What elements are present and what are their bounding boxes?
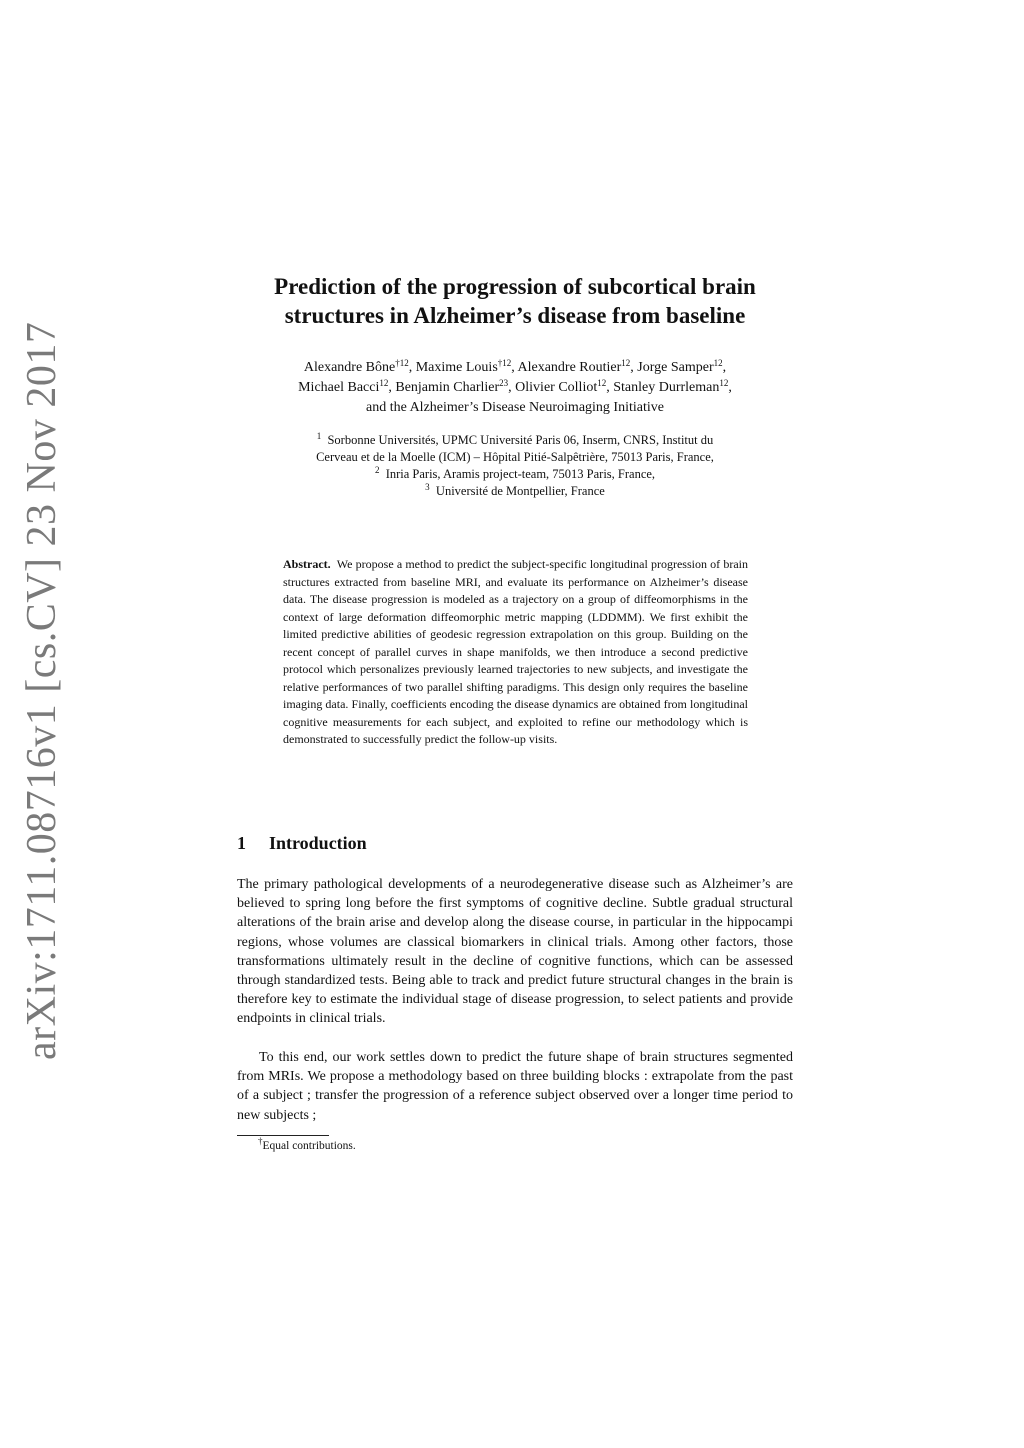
affiliations: [180, 432, 850, 500]
footnote-divider: [237, 1135, 329, 1136]
author-affil-mark: 23: [499, 378, 509, 388]
affiliation-line-3: $^2$ Inria Paris, Aramis project-team, 75013 Paris, France,: [374, 465, 656, 481]
title-line-1: Prediction of the progression of subcortical brain: [274, 274, 756, 299]
author-list: [180, 358, 850, 418]
author-name: Alexandre Routier: [517, 360, 622, 375]
affiliation-number: 2: [374, 465, 380, 475]
author-affil-mark: 12: [379, 378, 389, 388]
author-line-2: Michael Bacci$^{12}$, Benjamin Charlier$^{23}$, Olivier Colliot$^{12}$, Stanley Durrleman$^{12}$,: [298, 378, 732, 395]
author-name: Michael Bacci: [298, 380, 380, 395]
intro-paragraph-1: The primary pathological developments of a neurodegenerative disease such as Alzheimer’s are believed to spring long before the first symptoms of cognitive decline. Subtle gradual structural alterations of the brain arise and develop along the disease course, in particular in the hippocampi regions, whose volumes are classical biomarkers in clinical trials. Among other factors, those transformations ultimately result in the decline of cognitive functions, which can be assessed through standardized tests. Being able to track and predict future structural changes in the brain is therefore key to estimate the individual stage of disease progression, to select patients and provide endpoints in clinical trials.: [237, 877, 793, 1027]
author-name: Stanley Durrleman: [613, 380, 720, 395]
abstract-text: We propose a method to predict the subject-specific longitudinal progression of brain structures extracted from baseline MRI, and evaluate its performance on Alzheimer’s disease data. The disease progression is modeled as a trajectory on a group of diffeomorphisms in the context of large deformation diffeomorphic metric mapping (LDDMM). We first exhibit the limited predictive abilities of geodesic regression extrapolation on this group. Building on the recent concept of parallel curves in shape manifolds, we then introduce a second predictive protocol which personalizes previously learned trajectories to new subjects, and investigate the relative performances of two parallel shifting paradigms. This design only requires the baseline imaging data. Finally, coefficients encoding the disease dynamics are obtained from longitudinal cognitive measurements for each subject, and exploited to refine our methodology which is demonstrated to successfully predict the follow-up visits.: [283, 557, 748, 746]
author-affil-mark: †12: [395, 358, 409, 368]
section-title-text: Introduction: [269, 833, 367, 853]
author-affil-mark: 12: [719, 378, 729, 388]
section-heading: [237, 833, 367, 854]
affiliation-number: 1: [316, 431, 322, 441]
author-affil-mark: 12: [621, 358, 631, 368]
footnote: [258, 1136, 356, 1152]
author-affil-mark: 12: [597, 378, 607, 388]
author-line-1: Alexandre Bône$^{\dagger 12}$, Maxime Louis$^{\dagger 12}$, Alexandre Routier$^{12}$, Jorge Samper$^{12}$,: [303, 358, 727, 375]
affiliation-line-1: $^1$ Sorbonne Universités, UPMC Université Paris 06, Inserm, CNRS, Institut du: [316, 431, 714, 447]
author-consortium: and the Alzheimer’s Disease Neuroimaging Initiative: [366, 400, 664, 415]
author-name: Alexandre Bône: [303, 360, 396, 375]
intro-paragraph-2: To this end, our work settles down to predict the future shape of brain structures segmented from MRIs. We propose a methodology based on three building blocks : extrapolate from the past of a subject ; transfer the progression of a reference subject observed over a longer time period to new subjects ;: [237, 1050, 793, 1123]
abstract: [283, 556, 748, 749]
arxiv-identifier: arXiv:1711.08716v1 [cs.CV] 23 Nov 2017: [19, 321, 65, 1060]
footnote-text: Equal contributions.: [262, 1140, 356, 1152]
author-name: Jorge Samper: [637, 360, 714, 375]
affiliation-line-4: $^3$ Université de Montpellier, France: [425, 482, 605, 498]
paper-title: [180, 272, 850, 330]
abstract-label: Abstract.: [283, 557, 331, 571]
author-affil-mark: 12: [713, 358, 723, 368]
title-line-2: structures in Alzheimer’s disease from baseline: [284, 303, 746, 328]
author-name: Benjamin Charlier: [395, 380, 500, 395]
author-name: Olivier Colliot: [515, 380, 598, 395]
affiliation-number: 3: [425, 482, 430, 492]
footnote-mark: †: [258, 1136, 263, 1146]
author-affil-mark: †12: [497, 358, 512, 368]
section-number: 1: [237, 833, 246, 853]
affiliation-line-2: Cerveau et de la Moelle (ICM) – Hôpital Pitié-Salpêtrière, 75013 Paris, France,: [316, 450, 714, 464]
author-name: Maxime Louis: [415, 360, 498, 375]
